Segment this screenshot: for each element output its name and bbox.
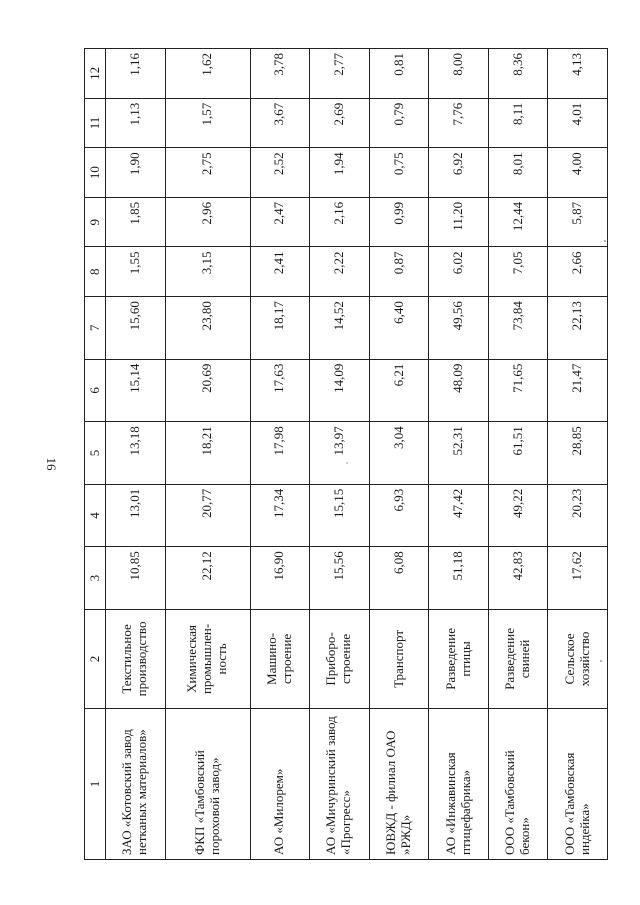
industry-cell: Разведение свиней bbox=[488, 609, 548, 708]
value-cell: 14,52 bbox=[310, 297, 370, 360]
value-cell: 3,15 bbox=[165, 247, 250, 297]
value-cell: 52,31 bbox=[429, 422, 489, 485]
industry-cell: Приборо-строение bbox=[310, 609, 370, 708]
column-header: 6 bbox=[85, 359, 106, 422]
column-header: 1 bbox=[85, 709, 106, 860]
scan-speck bbox=[600, 660, 602, 662]
value-cell: 15,56 bbox=[310, 547, 370, 610]
value-cell: 8,00 bbox=[429, 49, 489, 99]
value-cell: 6,40 bbox=[369, 297, 429, 360]
value-cell: 15,14 bbox=[106, 359, 166, 422]
value-cell: 2,16 bbox=[310, 197, 370, 247]
column-header: 5 bbox=[85, 422, 106, 485]
organization-cell: ФКП «Тамбовский пороховой завод» bbox=[165, 709, 250, 860]
value-cell: 49,56 bbox=[429, 297, 489, 360]
value-cell: 20,23 bbox=[548, 484, 608, 547]
value-cell: 18,17 bbox=[250, 297, 310, 360]
column-header: 10 bbox=[85, 148, 106, 198]
value-cell: 5,87 bbox=[548, 197, 608, 247]
value-cell: 0,81 bbox=[369, 49, 429, 99]
column-header: 7 bbox=[85, 297, 106, 360]
table-row bbox=[429, 49, 489, 860]
organization-cell: АО «Мичуринский завод «Прогресс» bbox=[310, 709, 370, 860]
data-table bbox=[84, 48, 608, 860]
value-cell: 12,44 bbox=[488, 197, 548, 247]
value-cell: 14,09 bbox=[310, 359, 370, 422]
value-cell: 2,77 bbox=[310, 49, 370, 99]
value-cell: 48,09 bbox=[429, 359, 489, 422]
value-cell: 7,76 bbox=[429, 98, 489, 148]
column-header: 3 bbox=[85, 547, 106, 610]
value-cell: 15,60 bbox=[106, 297, 166, 360]
value-cell: 2,66 bbox=[548, 247, 608, 297]
table-row bbox=[310, 49, 370, 860]
value-cell: 4,01 bbox=[548, 98, 608, 148]
table-row bbox=[106, 49, 166, 860]
value-cell: 2,41 bbox=[250, 247, 310, 297]
organization-cell: ЮВЖД - филиал ОАО »РЖД» bbox=[369, 709, 429, 860]
organization-cell: АО «Милорем» bbox=[250, 709, 310, 860]
value-cell: 13,18 bbox=[106, 422, 166, 485]
value-cell: 1,55 bbox=[106, 247, 166, 297]
value-cell: 22,13 bbox=[548, 297, 608, 360]
value-cell: 20,69 bbox=[165, 359, 250, 422]
column-header: 2 bbox=[85, 609, 106, 708]
value-cell: 16,90 bbox=[250, 547, 310, 610]
value-cell: 18,21 bbox=[165, 422, 250, 485]
table-container bbox=[84, 48, 608, 860]
value-cell: 3,78 bbox=[250, 49, 310, 99]
column-header: 9 bbox=[85, 197, 106, 247]
organization-cell: ООО «Тамбовский бекон» bbox=[488, 709, 548, 860]
organization-cell: АО «Инжавинская птицефабрика» bbox=[429, 709, 489, 860]
organization-cell: ЗАО «Котовский завод нетканых материалов» bbox=[106, 709, 166, 860]
table-row bbox=[548, 49, 608, 860]
industry-cell: Сельское хозяйство bbox=[548, 609, 608, 708]
value-cell: 1,85 bbox=[106, 197, 166, 247]
value-cell: 0,75 bbox=[369, 148, 429, 198]
value-cell: 1,57 bbox=[165, 98, 250, 148]
value-cell: 3,67 bbox=[250, 98, 310, 148]
table-row bbox=[165, 49, 250, 860]
value-cell: 61,51 bbox=[488, 422, 548, 485]
value-cell: 2,75 bbox=[165, 148, 250, 198]
value-cell: 2,47 bbox=[250, 197, 310, 247]
value-cell: 51,18 bbox=[429, 547, 489, 610]
value-cell: 13,01 bbox=[106, 484, 166, 547]
value-cell: 2,22 bbox=[310, 247, 370, 297]
value-cell: 0,87 bbox=[369, 247, 429, 297]
value-cell: 6,08 bbox=[369, 547, 429, 610]
value-cell: 8,11 bbox=[488, 98, 548, 148]
value-cell: 13,97 bbox=[310, 422, 370, 485]
value-cell: 49,22 bbox=[488, 484, 548, 547]
value-cell: 4,13 bbox=[548, 49, 608, 99]
value-cell: 17,63 bbox=[250, 359, 310, 422]
page-number: 16 bbox=[44, 457, 59, 471]
value-cell: 17,34 bbox=[250, 484, 310, 547]
value-cell: 22,12 bbox=[165, 547, 250, 610]
value-cell: 20,77 bbox=[165, 484, 250, 547]
column-header: 8 bbox=[85, 247, 106, 297]
value-cell: 21,47 bbox=[548, 359, 608, 422]
value-cell: 4,00 bbox=[548, 148, 608, 198]
value-cell: 1,62 bbox=[165, 49, 250, 99]
value-cell: 2,52 bbox=[250, 148, 310, 198]
value-cell: 8,01 bbox=[488, 148, 548, 198]
value-cell: 7,05 bbox=[488, 247, 548, 297]
column-header: 11 bbox=[85, 98, 106, 148]
value-cell: 6,21 bbox=[369, 359, 429, 422]
table-row bbox=[488, 49, 548, 860]
organization-cell: ООО «Тамбовская индейка» bbox=[548, 709, 608, 860]
value-cell: 6,02 bbox=[429, 247, 489, 297]
table-body bbox=[106, 49, 608, 860]
value-cell: 0,99 bbox=[369, 197, 429, 247]
value-cell: 71,65 bbox=[488, 359, 548, 422]
table-row bbox=[250, 49, 310, 860]
value-cell: 73,84 bbox=[488, 297, 548, 360]
industry-cell: Химическая промышлен-ность bbox=[165, 609, 250, 708]
value-cell: 1,94 bbox=[310, 148, 370, 198]
value-cell: 2,69 bbox=[310, 98, 370, 148]
value-cell: 1,16 bbox=[106, 49, 166, 99]
industry-cell: Разведение птицы bbox=[429, 609, 489, 708]
value-cell: 23,80 bbox=[165, 297, 250, 360]
value-cell: 17,62 bbox=[548, 547, 608, 610]
value-cell: 47,42 bbox=[429, 484, 489, 547]
column-header: 4 bbox=[85, 484, 106, 547]
table-row bbox=[369, 49, 429, 860]
header-row bbox=[85, 49, 106, 860]
value-cell: 11,20 bbox=[429, 197, 489, 247]
value-cell: 1,90 bbox=[106, 148, 166, 198]
value-cell: 8,36 bbox=[488, 49, 548, 99]
column-header: 12 bbox=[85, 49, 106, 99]
value-cell: 6,92 bbox=[429, 148, 489, 198]
value-cell: 3,04 bbox=[369, 422, 429, 485]
value-cell: 17,98 bbox=[250, 422, 310, 485]
value-cell: 28,85 bbox=[548, 422, 608, 485]
industry-cell: Текстильное производство bbox=[106, 609, 166, 708]
value-cell: 1,13 bbox=[106, 98, 166, 148]
value-cell: 42,83 bbox=[488, 547, 548, 610]
scan-speck bbox=[604, 240, 606, 242]
value-cell: 0,79 bbox=[369, 98, 429, 148]
industry-cell: Транспорт bbox=[369, 609, 429, 708]
value-cell: 10,85 bbox=[106, 547, 166, 610]
value-cell: 6,93 bbox=[369, 484, 429, 547]
value-cell: 15,15 bbox=[310, 484, 370, 547]
industry-cell: Машино-строение bbox=[250, 609, 310, 708]
scan-speck bbox=[346, 462, 348, 464]
value-cell: 2,96 bbox=[165, 197, 250, 247]
